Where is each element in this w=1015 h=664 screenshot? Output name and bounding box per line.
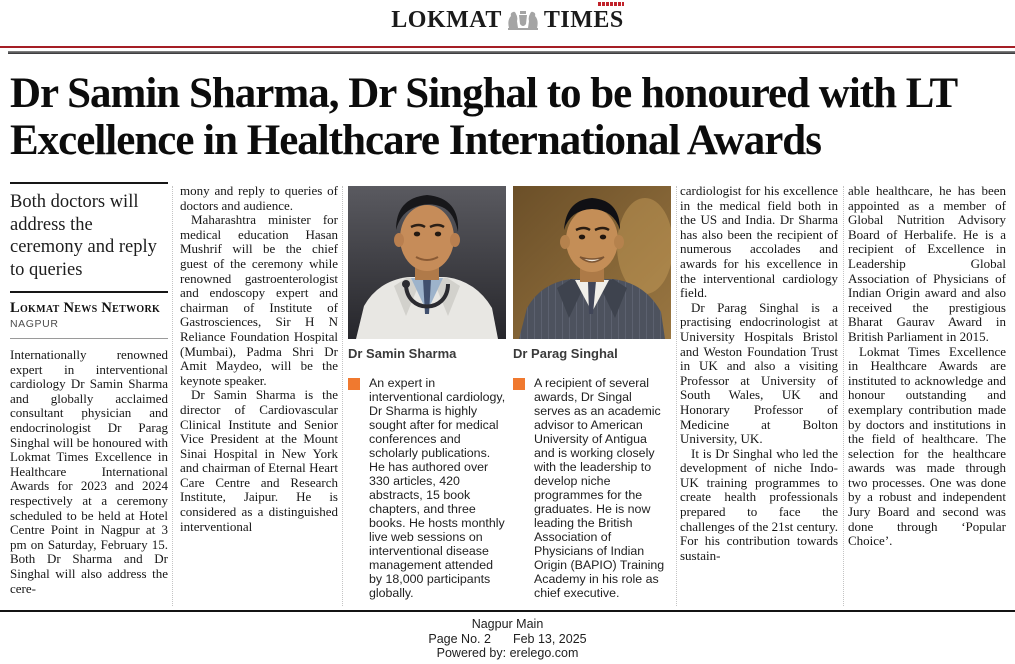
divider	[10, 291, 168, 293]
column-divider	[676, 186, 677, 606]
portrait-photo-sharma	[348, 186, 506, 339]
column-6	[848, 184, 1006, 610]
article-paragraph: Dr Samin Sharma is the director of Cardiovascular Clinical Institute and Senior Vice President at the Mount Sinai Hospital in New York and chairman of Eternal Heart Care Centre and Research Institute, Jaipur. He is considered as a distinguished interventional	[180, 387, 338, 534]
profile-singhal	[513, 186, 671, 600]
article-paragraph: It is Dr Singhal who led the development of niche Indo-UK training programmes to create health professionals prepared to face the challenges of the 21st century. For his contribution towards sustain-	[680, 445, 838, 563]
orange-bullet-icon	[513, 378, 525, 390]
column-2	[180, 184, 338, 610]
footer-date: Feb 13, 2025	[512, 631, 587, 646]
footer-edition: Nagpur Main	[471, 617, 544, 631]
article-paragraph: Maharashtra minister for medical education Hasan Mushrif will be the chief guest of the ceremony while renowned gastroenterologist and endoscopy expert and chairman of Institute of Gastrosciences, Sir H N Reliance Foundation Hospital (Mumbai), Padma Shri Dr Amit Maydeo, will be the keynote speaker.	[180, 212, 338, 388]
column-divider	[172, 186, 173, 606]
profile-note	[513, 376, 671, 600]
column-5	[680, 184, 838, 610]
profile-sharma	[348, 186, 506, 600]
profile-note	[348, 376, 506, 600]
article-paragraph: able healthcare, he has been appointed as a member of Global Nutrition Advisory Board of Herbalife. He is a recipient of Excellence in Leadership Global Association of Physicians of Indian Origin award and also received the prestigious Bharat Gaurav Award in British Parliament in 2015.	[848, 184, 1006, 344]
column-standfirst-lede	[10, 182, 168, 610]
profile-note-text: A recipient of several awards, Dr Singal serves as an academic advisor to American University of Antigua and is working closely with the leadership to develop niche programmes for the graduates. He is now leading the British Association of Physicians of Indian Origin (BAPIO) Training Academy in his role as chief executive.	[534, 376, 665, 600]
footer-page-date	[0, 632, 1015, 647]
masthead-tagline-mark	[598, 2, 624, 6]
article-headline: Dr Samin Sharma, Dr Singhal to be honoured with LT Excellence in Healthcare International Awards	[10, 70, 957, 164]
column-divider	[342, 186, 343, 606]
column-divider	[843, 186, 844, 606]
top-dark-rule	[8, 51, 1015, 54]
masthead-brand-left: LOKMAT	[391, 7, 502, 33]
divider	[10, 182, 168, 184]
article-paragraph: mony and reply to queries of doctors and audience.	[180, 184, 338, 213]
photo-caption: Dr Parag Singhal	[513, 346, 618, 361]
masthead	[0, 7, 1015, 33]
article-paragraph: cardiologist for his excellence in the medical field both in the US and India. Dr Sharma has also been the recipient of numerous accolades and awards for his excellence in the interventional cardiology field.	[680, 184, 838, 301]
profile-note-text: An expert in interventional cardiology, Dr Sharma is highly sought after for medical conferences and scholarly publications. He has authored over 330 articles, 420 abstracts, 15 book chapters, and three books. He hosts monthly live web sessions on interventional disease management attended by 18,000 participants globally.	[369, 376, 506, 600]
bottom-rule	[0, 610, 1015, 612]
article-paragraph: Dr Parag Singhal is a practising endocrinologist at University Hospitals Bristol and Weston Foundation Trust in UK and also a visiting Professor at University of South Wales, UK and Honorary Professor of Medicine at Bolton University, UK.	[680, 299, 838, 447]
footer-page-no: Page No. 2	[428, 631, 491, 646]
page-footer	[0, 617, 1015, 661]
footer-powered-by: Powered by: erelego.com	[436, 646, 579, 660]
top-red-rule	[0, 46, 1015, 48]
masthead-brand-right: TIMES	[543, 7, 624, 33]
photo-caption: Dr Samin Sharma	[348, 346, 457, 361]
byline-network: Lokmat News Network	[10, 300, 161, 316]
article-paragraph: Lokmat Times Excellence in Healthcare Awards are instituted to acknowledge and honour outstanding and exemplary contribution made by doctors and institutions in the field of healthcare. The selection for the healthcare awards was made through two processes. One was done by a robust and independent Jury Board and second was done through ‘Popular Choice’.	[848, 343, 1006, 549]
byline-city: NAGPUR	[10, 318, 59, 330]
portrait-photo-singhal	[513, 186, 671, 339]
article-paragraph: Internationally renowned expert in interventional cardiology Dr Samin Sharma and globally acclaimed consultant physician and endocrinologist Dr Parag Singhal will be honoured with Lokmat Times Excellence in Healthcare International Awards for 2023 and 2024 respectively at a ceremony scheduled to be held at Hotel Centre Point in Nagpur at 3 pm on Saturday, February 15. Both Dr Sharma and Dr Singhal will also address the cere-	[10, 347, 168, 596]
orange-bullet-icon	[348, 378, 360, 390]
divider	[10, 338, 168, 339]
masthead-crest-icon	[506, 8, 540, 32]
standfirst: Both doctors will address the ceremony and reply to queries	[10, 192, 157, 280]
